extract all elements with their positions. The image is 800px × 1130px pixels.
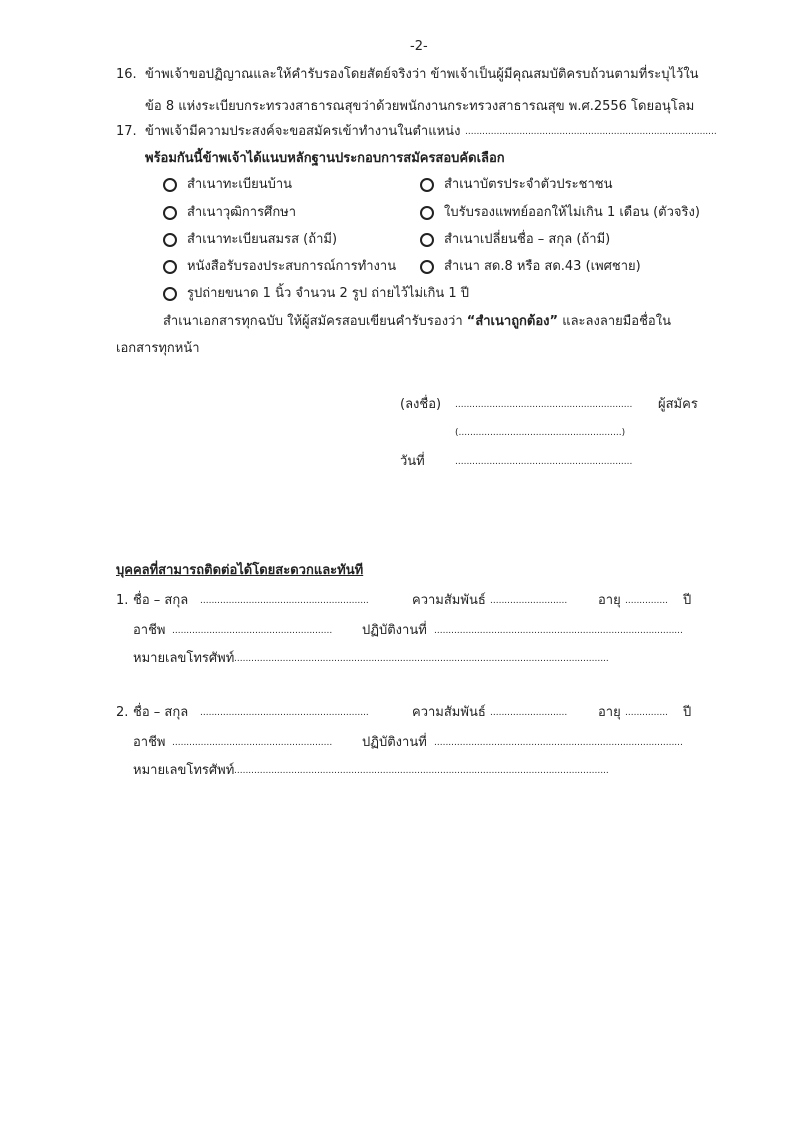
contact-1-phone-label: หมายเลขโทรศัพท์ — [133, 651, 235, 666]
attachment-item[interactable]: สำเนา สด.8 หรือ สด.43 (เพศชาย) — [420, 258, 641, 276]
signature-field[interactable]: .............................................................. — [455, 400, 633, 410]
contact-2-occupation-field[interactable]: ........................................................ — [172, 738, 333, 748]
contacts-heading: บุคคลที่สามารถติดต่อได้โดยสะดวกและทันที — [116, 563, 364, 578]
sign-label: (ลงชื่อ) — [400, 397, 442, 412]
contact-1-age-label: อายุ — [598, 593, 621, 608]
circle-bullet-icon — [163, 287, 177, 301]
attachment-item[interactable]: สำเนาเปลี่ยนชื่อ – สกุล (ถ้ามี) — [420, 231, 610, 249]
attachment-item[interactable]: ใบรับรองแพทย์ออกให้ไม่เกิน 1 เดือน (ตัวจริง) — [420, 204, 700, 222]
contact-2-name-label: ชื่อ – สกุล — [133, 705, 189, 720]
item-17-number: 17. — [116, 124, 137, 139]
attachment-item[interactable]: สำเนาทะเบียนบ้าน — [163, 176, 292, 194]
contact-2-phone-label: หมายเลขโทรศัพท์ — [133, 763, 235, 778]
item-16-line-1: ข้าพเจ้าขอปฏิญาณและให้คำรับรองโดยสัตย์จริงว่า ข้าพเจ้าเป็นผู้มีคุณสมบัติครบถ้วนตามที่ระบุไว้ใน — [145, 67, 699, 82]
position-field[interactable]: ........................................................................................ — [465, 127, 717, 137]
date-label: วันที่ — [400, 454, 425, 469]
contact-2-age-unit: ปี — [683, 705, 692, 720]
circle-bullet-icon — [163, 233, 177, 247]
contact-2-age-field[interactable]: ............... — [625, 708, 668, 718]
contact-1-occupation-field[interactable]: ........................................................ — [172, 626, 333, 636]
circle-bullet-icon — [420, 233, 434, 247]
attachment-item[interactable]: สำเนาทะเบียนสมรส (ถ้ามี) — [163, 231, 337, 249]
certification-note: สำเนาเอกสารทุกฉบับ ให้ผู้สมัครสอบเขียนคำรับรองว่า “สำเนาถูกต้อง” และลงลายมือชื่อใน — [163, 314, 671, 329]
contact-1-age-field[interactable]: ............... — [625, 596, 668, 606]
contact-2-workplace-field[interactable]: ....................................................................................... — [434, 738, 683, 748]
contact-1-workplace-field[interactable]: ....................................................................................... — [434, 626, 683, 636]
contact-1-relation-field[interactable]: ........................... — [490, 596, 568, 606]
contact-1-number: 1. — [116, 593, 129, 608]
page-number: -2- — [410, 39, 428, 54]
contact-2-name-field[interactable]: ........................................................... — [200, 708, 369, 718]
contact-1-name-label: ชื่อ – สกุล — [133, 593, 189, 608]
contact-1-relation-label: ความสัมพันธ์ — [412, 593, 486, 608]
contact-2-number: 2. — [116, 705, 129, 720]
item-16-number: 16. — [116, 67, 137, 82]
applicant-label: ผู้สมัคร — [658, 397, 698, 412]
circle-bullet-icon — [420, 206, 434, 220]
date-field[interactable]: .............................................................. — [455, 457, 633, 467]
contact-2-phone-field[interactable]: ................................................................................................................................... — [234, 766, 609, 776]
item-16-line-2: ข้อ 8 แห่งระเบียบกระทรวงสาธารณสุขว่าด้วยพนักงานกระทรวงสาธารณสุข พ.ศ.2556 โดยอนุโลม — [145, 99, 695, 114]
contact-1-phone-field[interactable]: ................................................................................................................................... — [234, 654, 609, 664]
contact-2-occupation-label: อาชีพ — [133, 735, 166, 750]
contact-1-age-unit: ปี — [683, 593, 692, 608]
contact-2-workplace-label: ปฏิบัติงานที่ — [362, 735, 427, 750]
contact-2-relation-label: ความสัมพันธ์ — [412, 705, 486, 720]
circle-bullet-icon — [420, 260, 434, 274]
attachment-item[interactable]: สำเนาวุฒิการศึกษา — [163, 204, 296, 222]
circle-bullet-icon — [420, 178, 434, 192]
circle-bullet-icon — [163, 206, 177, 220]
circle-bullet-icon — [163, 260, 177, 274]
attachments-heading: พร้อมกันนี้ข้าพเจ้าได้แนบหลักฐานประกอบการสมัครสอบคัดเลือก — [145, 151, 505, 166]
printed-name-field[interactable]: (.........................................................) — [455, 428, 626, 438]
circle-bullet-icon — [163, 178, 177, 192]
attachment-item[interactable]: รูปถ่ายขนาด 1 นิ้ว จำนวน 2 รูป ถ่ายไว้ไม่เกิน 1 ปี — [163, 285, 469, 303]
item-17-text: ข้าพเจ้ามีความประสงค์จะขอสมัครเข้าทำงานในตำแหน่ง — [145, 124, 461, 139]
contact-1-name-field[interactable]: ........................................................... — [200, 596, 369, 606]
certification-note-line-2: เอกสารทุกหน้า — [116, 341, 200, 356]
contact-2-relation-field[interactable]: ........................... — [490, 708, 568, 718]
attachment-item[interactable]: หนังสือรับรองประสบการณ์การทำงาน — [163, 258, 396, 276]
contact-2-age-label: อายุ — [598, 705, 621, 720]
contact-1-workplace-label: ปฏิบัติงานที่ — [362, 623, 427, 638]
attachment-item[interactable]: สำเนาบัตรประจำตัวประชาชน — [420, 176, 612, 194]
contact-1-occupation-label: อาชีพ — [133, 623, 166, 638]
